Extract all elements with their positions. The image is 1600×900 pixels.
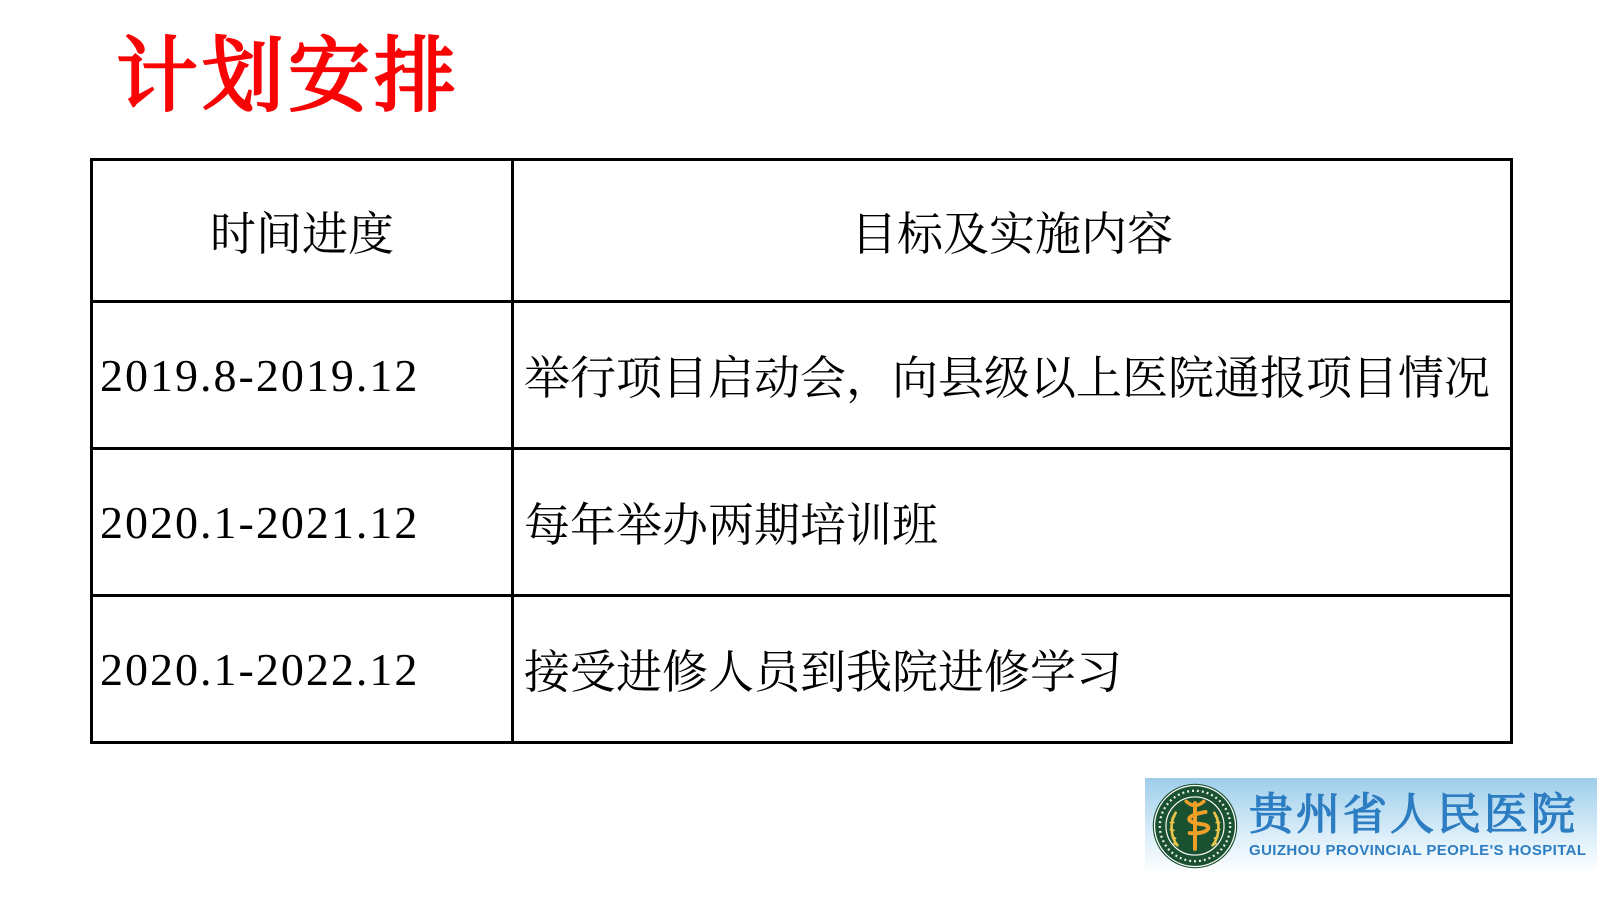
cell-time-period: 2020.1-2022.12 bbox=[92, 596, 513, 743]
table-row bbox=[92, 596, 1512, 743]
page-title: 计划安排 bbox=[116, 31, 461, 122]
schedule-table bbox=[90, 158, 1513, 744]
cell-time-period: 2019.8-2019.12 bbox=[92, 302, 513, 449]
cell-time-period: 2020.1-2021.12 bbox=[92, 449, 513, 596]
hospital-emblem-icon bbox=[1151, 782, 1239, 870]
column-header-goals-content: 目标及实施内容 bbox=[513, 160, 1512, 302]
hospital-name-english: GUIZHOU PROVINCIAL PEOPLE'S HOSPITAL bbox=[1249, 842, 1587, 860]
cell-implementation-content: 每年举办两期培训班 bbox=[513, 449, 1512, 596]
hospital-name-chinese: 贵州省人民医院 bbox=[1249, 789, 1578, 839]
cell-implementation-content: 举行项目启动会，向县级以上医院通报项目情况 bbox=[513, 302, 1512, 449]
hospital-logo-banner bbox=[1145, 778, 1597, 873]
table-row bbox=[92, 449, 1512, 596]
table-header-row bbox=[92, 160, 1512, 302]
table-row bbox=[92, 302, 1512, 449]
cell-implementation-content: 接受进修人员到我院进修学习 bbox=[513, 596, 1512, 743]
hospital-logo-text bbox=[1249, 789, 1587, 860]
column-header-time-progress: 时间进度 bbox=[92, 160, 513, 302]
